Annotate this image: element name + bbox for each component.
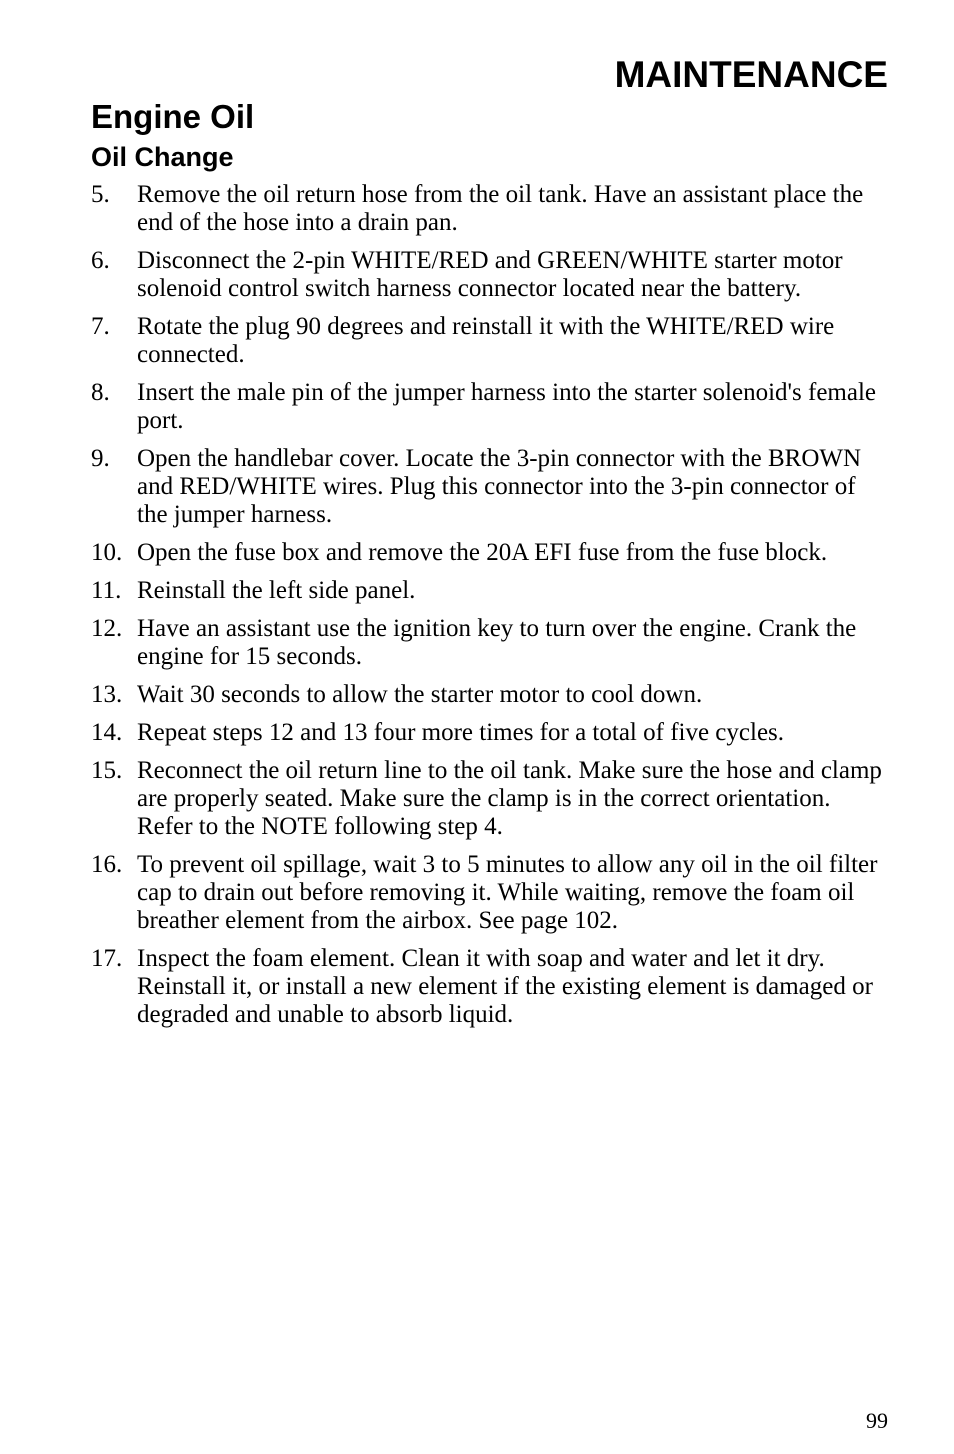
- page-subheading: Oil Change: [91, 142, 234, 172]
- step-text: Insert the male pin of the jumper harness into the starter solenoid's female port.: [137, 379, 877, 434]
- step-number: 10.: [91, 539, 123, 566]
- step-number: 5.: [91, 181, 110, 208]
- step-number: 17.: [91, 945, 123, 972]
- steps-list: [91, 181, 891, 1039]
- step-text: Repeat steps 12 and 13 four more times for a total of five cycles.: [137, 719, 785, 746]
- step-number: 16.: [91, 851, 123, 878]
- step-number: 13.: [91, 681, 123, 708]
- step-number: 14.: [91, 719, 123, 746]
- step-item: [91, 577, 891, 605]
- page-number: 99: [866, 1408, 888, 1433]
- step-item: [91, 681, 891, 709]
- step-number: 11.: [91, 577, 122, 604]
- step-number: 6.: [91, 247, 110, 274]
- step-item: [91, 757, 891, 841]
- step-item: [91, 615, 891, 671]
- step-text: Reinstall the left side panel.: [137, 577, 416, 604]
- step-text: Open the handlebar cover. Locate the 3-pin connector with the BROWN and RED/WHITE wires. Plug this connector into the 3-pin connector of the jumper harness.: [137, 445, 862, 528]
- page-heading: Engine Oil: [91, 98, 255, 135]
- step-item: [91, 719, 891, 747]
- step-text: Reconnect the oil return line to the oil tank. Make sure the hose and clamp are properly seated. Make sure the clamp is in the correct orientation. Refer to the NOTE following step 4.: [137, 757, 882, 840]
- step-text: Open the fuse box and remove the 20A EFI fuse from the fuse block.: [137, 539, 828, 566]
- step-item: [91, 851, 891, 935]
- step-item: [91, 379, 891, 435]
- step-text: Inspect the foam element. Clean it with soap and water and let it dry. Reinstall it, or install a new element if the existing element is damaged or degraded and unable to absorb liquid.: [137, 945, 873, 1028]
- step-item: [91, 247, 891, 303]
- step-text: Remove the oil return hose from the oil tank. Have an assistant place the end of the hose into a drain pan.: [137, 181, 864, 236]
- section-title: MAINTENANCE: [614, 54, 888, 95]
- step-text: Disconnect the 2-pin WHITE/RED and GREEN/WHITE starter motor solenoid control switch harness connector located near the battery.: [137, 247, 843, 302]
- step-number: 8.: [91, 379, 110, 406]
- step-number: 7.: [91, 313, 110, 340]
- step-item: [91, 445, 891, 529]
- step-number: 9.: [91, 445, 110, 472]
- step-item: [91, 181, 891, 237]
- step-text: Have an assistant use the ignition key to turn over the engine. Crank the engine for 15 seconds.: [137, 615, 857, 670]
- step-item: [91, 313, 891, 369]
- step-number: 15.: [91, 757, 123, 784]
- step-text: Wait 30 seconds to allow the starter motor to cool down.: [137, 681, 703, 708]
- step-text: Rotate the plug 90 degrees and reinstall it with the WHITE/RED wire connected.: [137, 313, 835, 368]
- step-number: 12.: [91, 615, 123, 642]
- step-text: To prevent oil spillage, wait 3 to 5 minutes to allow any oil in the oil filter cap to drain out before removing it. While waiting, remove the foam oil breather element from the airbox. See page 102.: [137, 851, 878, 934]
- step-item: [91, 945, 891, 1029]
- step-item: [91, 539, 891, 567]
